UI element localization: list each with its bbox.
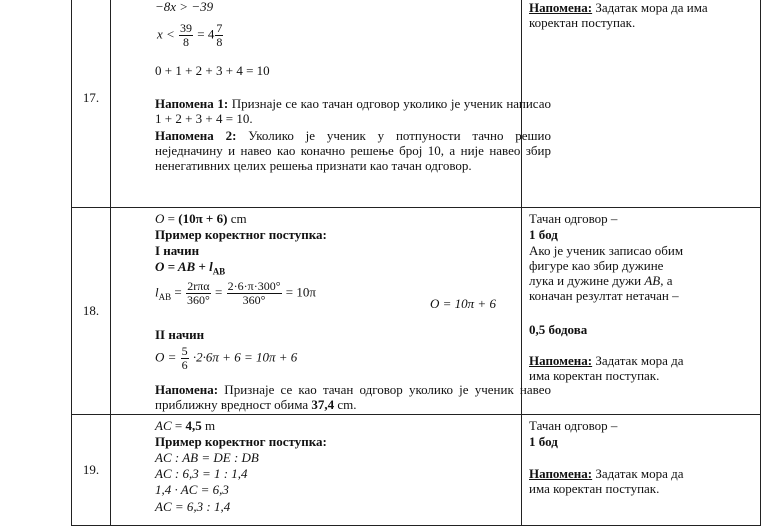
score-note: Напомена: Задатак мора да има коректан поступак. [529,353,684,383]
method-2-formula: O = $\frac{5}{6}$ ·2·6π + 6 = 10π + 6 [155,344,298,372]
answer-line: AC = 4,5 m [155,418,216,433]
method-1-heading: I начин [155,243,200,258]
scoring-table [71,0,761,526]
note-2: Напомена 2: Уколико је ученик у потпуности тачно решио неједначину и навео као коначно решење број 10, а није навео збир ненегативних целих решења признати као тачан одговор. [155,128,551,173]
inequality-line: −8x > −39 [155,0,214,14]
arc-length-line: $l_{AB}$ = $\frac{\text{2rπα}}{360^\circ}$ = $\frac{2\cdot 6\cdot\pi\cdot 300^\circ}{360^\circ}$ = 10π [155,279,316,307]
partial-points: 0,5 бодова [529,322,588,337]
answer-line: O = (10π + 6) cm [155,211,247,226]
equation-line: 1,4 · AC = 6,3 [155,482,229,497]
score-correct: Тачан одговор – [529,211,618,226]
score-cell [522,0,761,208]
task-number: 18. [72,208,111,415]
partial-score-text: Ако је ученик записао обим фигуре као збир дужине лука и дужине дужи AB, а коначан резултат нетачан – [529,243,684,303]
task-number: 19. [72,415,111,526]
score-correct: Тачан одговор – [529,418,618,433]
solution-cell [111,415,522,526]
solve-line: AC = 6,3 : 1,4 [155,499,231,514]
task-number: 17. [72,0,111,208]
method-2-heading: II начин [155,327,205,342]
sum-line: 0 + 1 + 2 + 3 + 4 = 10 [155,63,270,78]
note: Напомена: Признаје се као тачан одговор уколико је ученик навео приближну вредност обима 37,4 cm. [155,382,551,412]
score-points: 1 бод [529,434,558,449]
score-points: 1 бод [529,227,558,242]
score-cell [522,208,761,415]
table-row [72,415,761,526]
score-note: Напомена: Задатак мора да има коректан поступак. [529,0,708,30]
proportion-line: AC : AB = DE : DB [155,450,259,465]
score-cell [522,415,761,526]
formula-line: O = AB + $l_{AB}$ [155,259,226,277]
solution-cell [111,0,551,208]
procedure-heading: Пример коректног поступка: [155,227,327,242]
perimeter-result: O = 10π + 6 [430,296,496,311]
score-note: Напомена: Задатак мора да има коректан поступак. [529,466,684,496]
note-1: Напомена 1: Признаје се као тачан одговор уколико је ученик написао 1 + 2 + 3 + 4 = 10. [155,96,551,126]
fraction-line: x < $\frac{39}{8}$ = 4 $\frac{7}{8}$ [157,21,223,49]
procedure-heading: Пример коректног поступка: [155,434,327,449]
table-row [72,0,761,208]
table-row [72,208,761,415]
substitution-line: AC : 6,3 = 1 : 1,4 [155,466,248,481]
